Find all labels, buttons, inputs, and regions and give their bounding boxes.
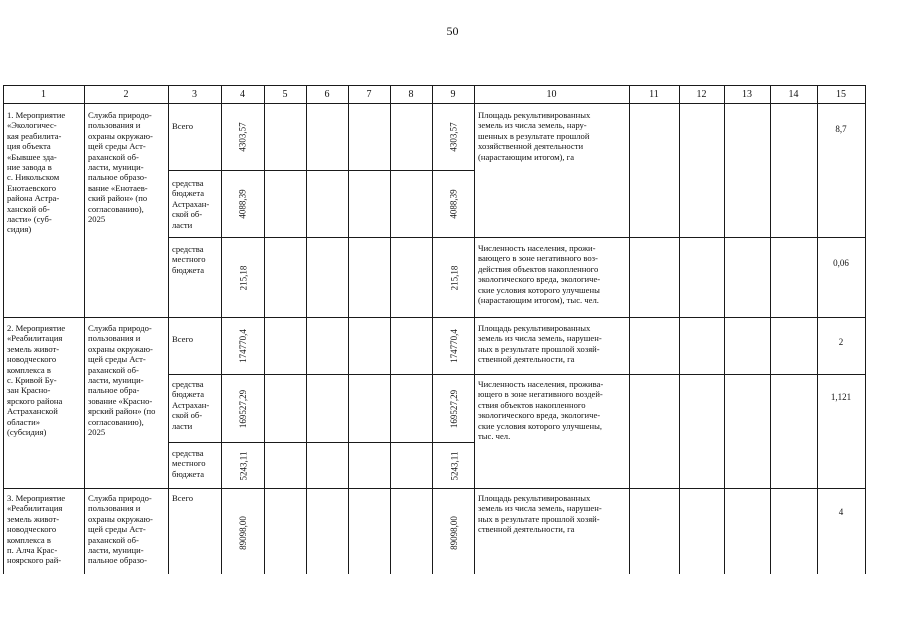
header-cell-12: 12 (696, 89, 707, 100)
funding-source-label: Всего (172, 121, 194, 131)
funding-source-label: Всего (172, 334, 194, 344)
indicator-text: Площадь рекультивированных земель из числа земель, нарушен- ных в результате прошлой хозяй- ственной деятельности, га (478, 323, 602, 365)
col-divider (770, 85, 771, 574)
col-divider (724, 85, 725, 574)
col-divider (168, 85, 169, 574)
indicator-text: Численность населения, прожива- ющего в зоне негативного воздей- ствия объектов накопленного экологического вреда, экологиче- ские условия которого улучшены, тыс. чел. (478, 379, 604, 442)
row1-indicator-divider (474, 237, 865, 238)
col-divider (817, 85, 818, 574)
event-name: 1. Мероприятие «Экологичес- кая реабилита- ция объекта «Бывшее зда- ние завода в с. Никольском Енотаевского района Астра- ханской об- ласти» (суб- сидия) (7, 110, 66, 235)
executor-text: Служба природо- пользования и охраны окружаю- щей среды Аст- раханской об- ласти, муници- пальное образо- (88, 493, 153, 566)
amount-col4: 215,18 (238, 265, 248, 290)
header-cell-4: 4 (240, 89, 245, 100)
header-cell-6: 6 (324, 89, 330, 100)
amount-col4: 174770,4 (238, 329, 248, 363)
amount-col9: 5243,11 (449, 451, 460, 480)
funding-source-label: средства местного бюджета (172, 244, 206, 275)
row2-indicator-divider (474, 374, 865, 375)
col-divider (679, 85, 680, 574)
indicator-value: 4 (838, 507, 844, 517)
funding-source-label: средства бюджета Астрахан- ской об- ласти (172, 178, 210, 230)
header-cell-8: 8 (408, 89, 414, 100)
indicator-text: Площадь рекультивированных земель из числа земель, нарушен- ных в результате прошлой хозяй- ственной деятельности, га (478, 493, 602, 535)
header-cell-13: 13 (742, 89, 752, 100)
col-divider (474, 85, 475, 574)
event-name: 2. Мероприятие «Реабилитация земель живот- новодческого комплекса в с. Кривой Бу- зан Красно- ярского района Астраханской области» (субсидия) (7, 323, 66, 438)
indicator-value: 8,7 (835, 124, 847, 134)
header-cell-3: 3 (192, 89, 197, 100)
header-cell-5: 5 (282, 89, 288, 100)
row1-sub-divider (168, 170, 474, 171)
col-divider (390, 85, 391, 574)
executor-text: Служба природо- пользования и охраны окружаю- щей среды Аст- раханской об- ласти, муници- пальное обра- зование «Красно- ярский район» (по согласованию), 2025 (88, 323, 156, 438)
row2-sub-divider (168, 374, 474, 375)
col-divider (264, 85, 265, 574)
header-cell-7: 7 (366, 89, 372, 100)
amount-col9: 215,18 (449, 265, 459, 290)
header-cell-14: 14 (788, 89, 799, 100)
header-cell-10: 10 (546, 89, 557, 100)
row2-sub-divider (168, 442, 474, 443)
header-cell-9: 9 (450, 89, 456, 100)
amount-col4: 4088,39 (238, 189, 248, 219)
header-cell-11: 11 (649, 89, 659, 100)
indicator-value: 1,121 (830, 392, 852, 402)
funding-source-label: средства местного бюджета (172, 448, 206, 479)
amount-col4: 89098,00 (238, 516, 248, 550)
amount-col4: 4303,57 (238, 122, 248, 152)
amount-col9: 4303,57 (449, 122, 459, 152)
amount-col9: 169527,29 (449, 389, 459, 428)
header-cell-2: 2 (123, 89, 129, 100)
row1-sub-divider (168, 237, 474, 238)
col-divider (348, 85, 349, 574)
row-divider (3, 488, 865, 489)
col-divider (221, 85, 222, 574)
row-divider (3, 317, 865, 318)
page-number: 50 (446, 24, 459, 38)
header-divider (3, 103, 865, 104)
indicator-text: Численность населения, прожи- вающего в зоне негативного воз- действия объектов накопленного экологического вреда, экологиче- ские условия которого улучшены (нарастающим итогом), тыс. чел. (478, 243, 601, 306)
header-cell-1: 1 (41, 89, 46, 100)
table-border-right (865, 85, 866, 574)
col-divider (432, 85, 433, 574)
event-name: 3. Мероприятие «Реабилитация земель живот- новодческого комплекса в п. Алча Крас- ноярского рай- (7, 493, 66, 566)
header-cell-15: 15 (836, 89, 846, 100)
table-border-left (3, 85, 4, 574)
indicator-value: 0,06 (833, 258, 849, 268)
amount-col9: 89098,00 (449, 516, 459, 550)
amount-col9: 174770,4 (449, 329, 459, 363)
col-divider (629, 85, 630, 574)
col-divider (84, 85, 85, 574)
amount-col4: 5243,11 (238, 451, 249, 480)
indicator-text: Площадь рекультивированных земель из числа земель, нару- шенных в результате прошлой хозяйственной деятельности (нарастающим итогом), га (478, 110, 591, 162)
col-divider (306, 85, 307, 574)
indicator-value: 2 (838, 337, 844, 347)
funding-source-label: Всего (172, 493, 194, 503)
executor-text: Служба природо- пользования и охраны окружаю- щей среды Аст- раханской об- ласти, муници- пальное образо- вание «Енотаев- ский район» (по согласованию), 2025 (88, 110, 153, 225)
amount-col9: 4088,39 (449, 189, 459, 219)
amount-col4: 169527,29 (238, 389, 248, 428)
funding-source-label: средства бюджета Астрахан- ской об- ласти (172, 379, 210, 431)
